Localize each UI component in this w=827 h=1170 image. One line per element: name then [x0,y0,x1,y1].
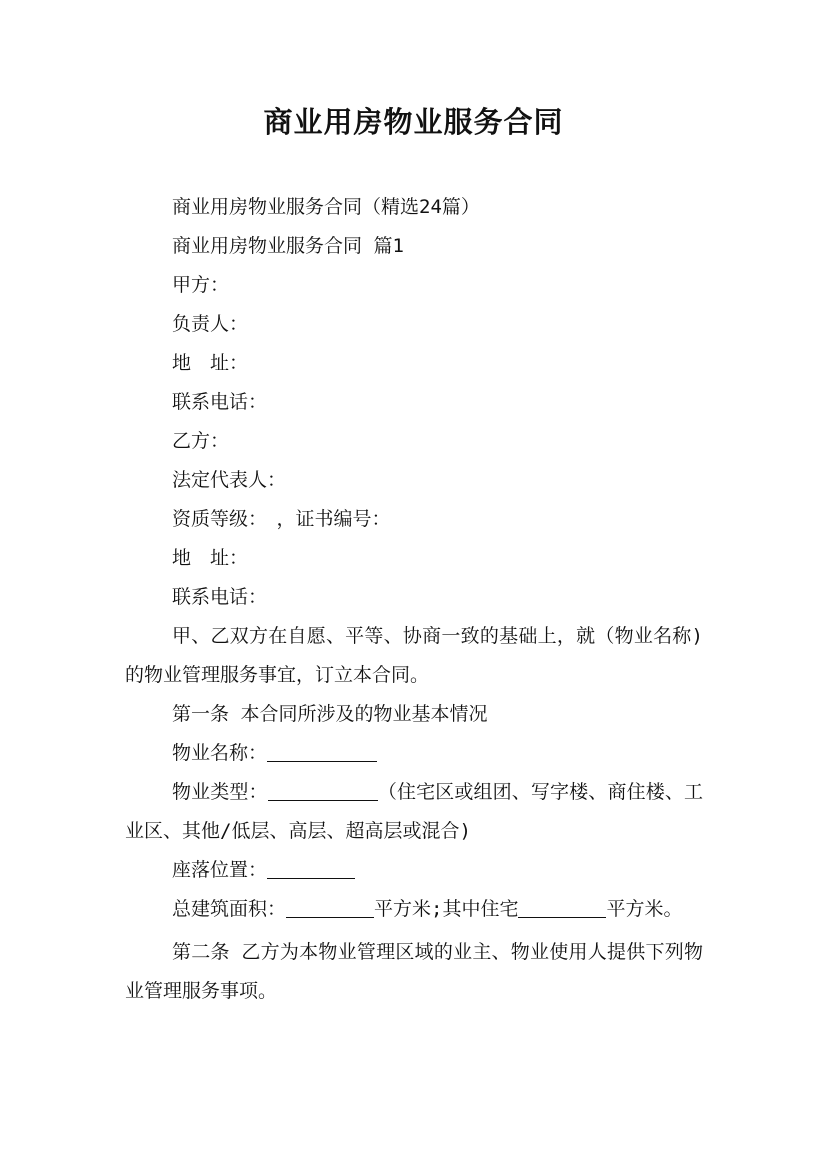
property-type-blank [268,780,378,801]
paragraph-party-b: 乙方： [172,430,230,452]
property-name-label: 物业名称： [172,742,268,764]
paragraph-total-area [125,890,703,929]
paragraph-agreement-intro: 甲、乙双方在自愿、平等、协商一致的基础上，就（物业名称)的物业管理服务事宜，订立本合同。 [125,625,703,686]
residential-area-unit: 平方米。 [606,898,683,920]
paragraph-property-name [125,734,703,773]
paragraph-section-heading: 商业用房物业服务合同 篇1 [172,235,404,257]
document-title: 商业用房物业服务合同 [263,105,564,139]
paragraph-party-b-qualification: 资质等级： ，证书编号： [172,508,391,530]
paragraph-party-b-address: 地 址： [172,547,249,569]
total-area-label: 总建筑面积： [172,898,287,920]
paragraph-article-one: 第一条 本合同所涉及的物业基本情况 [172,703,488,725]
total-area-unit: 平方米;其中住宅 [374,898,519,920]
paragraph-location [125,851,703,890]
paragraph-party-b-phone: 联系电话： [172,586,268,608]
location-blank [267,858,355,879]
document-body [125,188,703,1011]
property-type-options: （住宅区或组团、写字楼、商住楼、工业区、其他/低层、高层、超高层或混合) [125,781,703,842]
location-label: 座落位置： [172,859,268,881]
paragraph-party-a-address: 地 址： [172,352,249,374]
paragraph-property-type [125,773,703,851]
paragraph-party-a-phone: 联系电话： [172,391,268,413]
paragraph-party-a: 甲方： [172,274,230,296]
paragraph-party-a-responsible: 负责人： [172,313,249,335]
paragraph-subtitle: 商业用房物业服务合同（精选24篇） [172,196,480,218]
property-type-label: 物业类型： [172,781,268,803]
paragraph-article-two: 第二条 乙方为本物业管理区域的业主、物业使用人提供下列物业管理服务事项。 [125,941,703,1002]
paragraph-party-b-representative: 法定代表人： [172,469,287,491]
property-name-blank [267,741,377,762]
total-area-blank [286,897,374,918]
residential-area-blank [518,897,606,918]
